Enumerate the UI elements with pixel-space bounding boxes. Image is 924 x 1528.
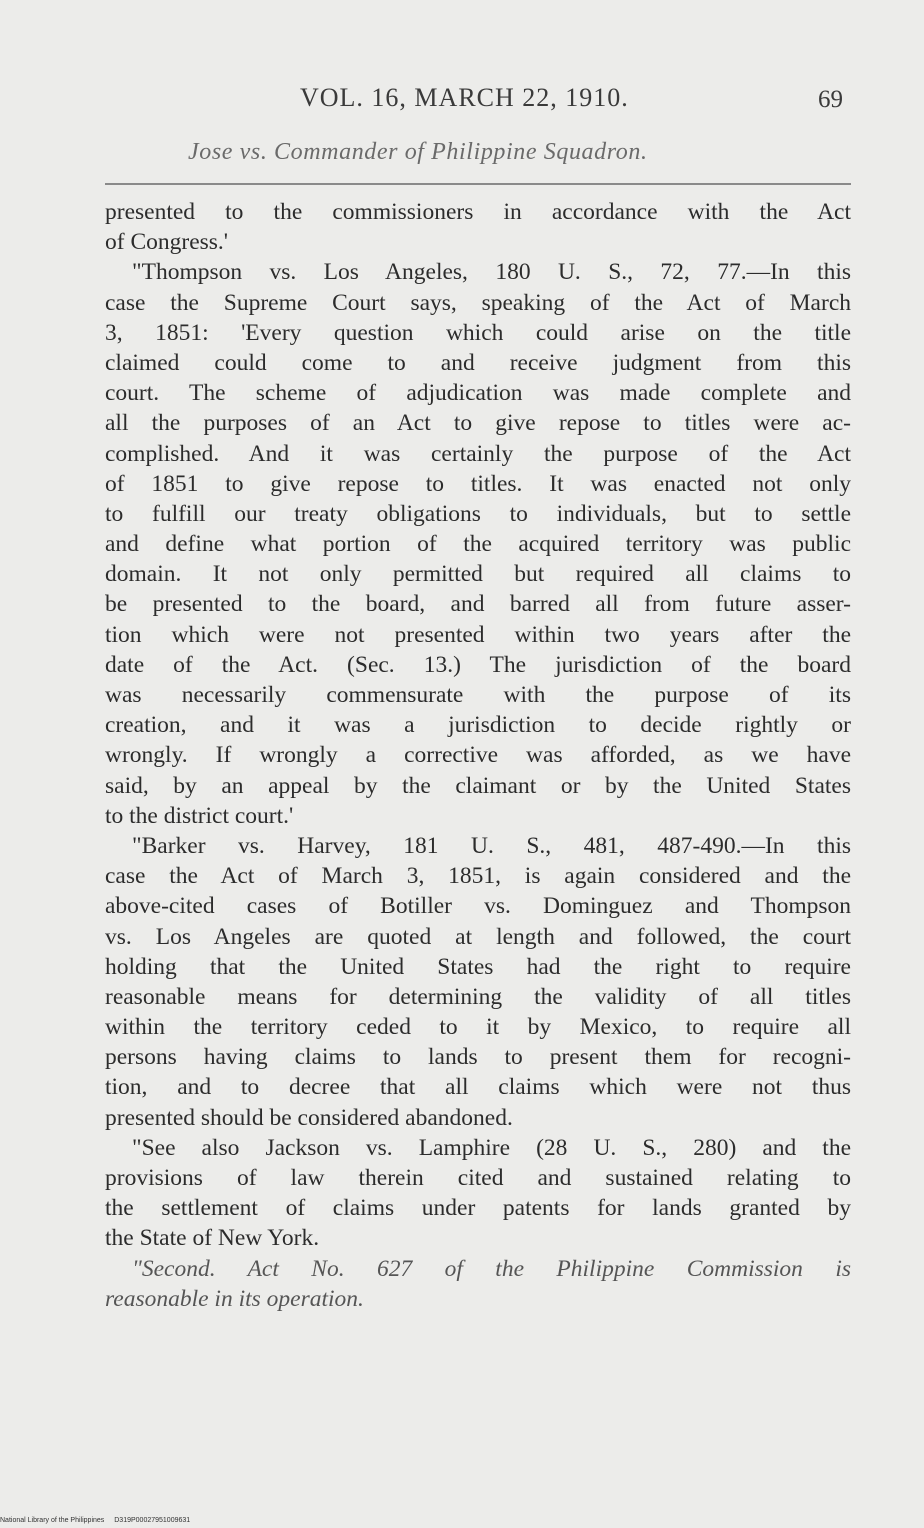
text-line: and define what portion of the acquired territory was public xyxy=(105,531,851,558)
text-line: 3, 1851: 'Every question which could arise on the title xyxy=(105,319,851,346)
text-line: within the territory ceded to it by Mexico, to require all xyxy=(105,1014,851,1041)
text-line: all the purposes of an Act to give repose to titles were ac- xyxy=(105,410,851,437)
case-subtitle: Jose vs. Commander of Philippine Squadron. xyxy=(188,139,648,165)
text-line: domain. It not only permitted but required all claims to xyxy=(105,561,851,588)
text-line: claimed could come to and receive judgment from this xyxy=(105,349,851,376)
text-line: creation, and it was a jurisdiction to decide rightly or xyxy=(105,712,851,739)
text-line: presented should be considered abandoned. xyxy=(105,1104,513,1131)
scan-footer xyxy=(0,1517,190,1524)
text-line: vs. Los Angeles are quoted at length and followed, the court xyxy=(105,923,851,950)
text-line: date of the Act. (Sec. 13.) The jurisdiction of the board xyxy=(105,651,851,678)
text-line: case the Supreme Court says, speaking of the Act of March xyxy=(105,289,851,316)
text-line: wrongly. If wrongly a corrective was afforded, as we have xyxy=(105,742,851,769)
text-line: presented to the commissioners in accordance with the Act xyxy=(105,199,851,225)
page-number: 69 xyxy=(818,86,843,113)
body-text xyxy=(105,197,851,1314)
text-line: "Barker vs. Harvey, 181 U. S., 481, 487-490.—In this xyxy=(132,832,851,859)
library-credit: National Library of the Philippines xyxy=(0,1517,105,1524)
text-line: tion which were not presented within two years after the xyxy=(105,621,851,648)
text-line: complished. And it was certainly the purpose of the Act xyxy=(105,440,851,467)
text-line: of Congress.' xyxy=(105,229,229,256)
text-line: said, by an appeal by the claimant or by the United States xyxy=(105,772,851,799)
text-line: of 1851 to give repose to titles. It was enacted not only xyxy=(105,470,851,497)
header-rule xyxy=(105,183,851,185)
text-line: was necessarily commensurate with the purpose of its xyxy=(105,682,851,708)
text-line: case the Act of March 3, 1851, is again considered and the xyxy=(105,863,851,890)
text-line: the State of New York. xyxy=(105,1225,320,1252)
text-line: persons having claims to lands to present them for recogni- xyxy=(105,1044,851,1071)
text-line: above-cited cases of Botiller vs. Dominguez and Thompson xyxy=(105,893,851,920)
text-line: to the district court.' xyxy=(105,802,294,829)
text-line: tion, and to decree that all claims which were not thus xyxy=(105,1074,851,1101)
text-line: court. The scheme of adjudication was made complete and xyxy=(105,380,851,407)
scan-code: D319P00027951009631 xyxy=(114,1517,191,1524)
text-line: be presented to the board, and barred all from future asser- xyxy=(105,591,851,618)
running-head: VOL. 16, MARCH 22, 1910. xyxy=(300,83,629,112)
text-line: reasonable means for determining the validity of all titles xyxy=(105,983,851,1010)
text-line: holding that the United States had the right to require xyxy=(105,953,851,980)
text-line: "See also Jackson vs. Lamphire (28 U. S., 280) and the xyxy=(132,1134,851,1161)
text-line: the settlement of claims under patents for lands granted by xyxy=(105,1195,851,1222)
text-line: "Second. Act No. 627 of the Philippine Commission is xyxy=(132,1255,851,1282)
text-line: "Thompson vs. Los Angeles, 180 U. S., 72, 77.—In this xyxy=(132,259,851,286)
text-line: to fulfill our treaty obligations to individuals, but to settle xyxy=(105,500,851,527)
text-line: reasonable in its operation. xyxy=(105,1285,364,1312)
text-line: provisions of law therein cited and sustained relating to xyxy=(105,1165,851,1191)
